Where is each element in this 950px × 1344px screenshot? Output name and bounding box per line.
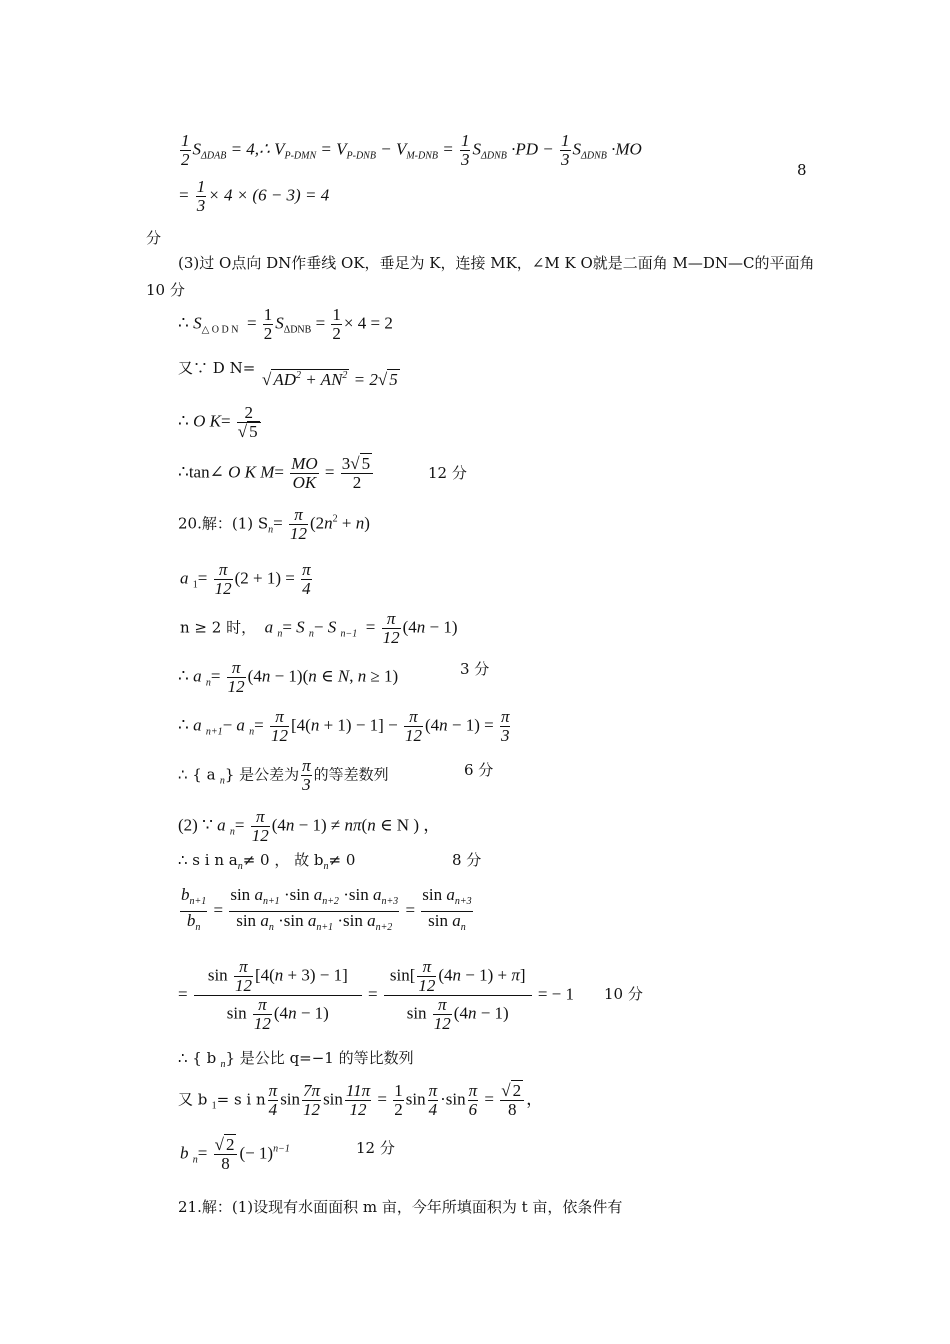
- score-label: 8 分: [452, 851, 482, 869]
- score-label: 分: [146, 229, 162, 247]
- formula-volume-line1: $\frac{1}{2}$ $S_{\Delta DAB}$ = 4,∴ $V_{P-DMN} = V_{P-DNB} - V_{M-DNB}$ = $\frac{1}{3}$ $S_{\Delta DNB} \cdot PD$ − $\frac{1}{3}$ $S_{\Delta DNB} \cdot MO$: [181, 131, 642, 169]
- q20-sn: 20.解：(1) $S_n=$ $\frac{\pi}{12}$ $(2n^2 + n)$: [178, 505, 370, 543]
- score-label: 10 分: [604, 985, 643, 1003]
- paragraph-part3: (3)过 O点向 DN作垂线 OK，垂足为 K，连接 MK，∠M K O就是二面角 M—DN—C的平面角: [178, 254, 815, 272]
- formula-a1: a $_1$= $\frac{\pi}{12}$ (2 + 1) = $\frac{\pi}{4}$: [180, 560, 311, 598]
- ap-conclusion: ∴ { a $_n$} 是公差为 $\frac{\pi}{3}$ 的等差数列: [178, 756, 389, 794]
- formula-an: ∴ a $_n$= $\frac{\pi}{12}$ (4n − 1)(n ∈ N, n ≥ 1): [178, 658, 399, 696]
- score-label: 10 分: [146, 281, 185, 299]
- score-label: 6 分: [464, 761, 494, 779]
- ratio-line1: $\frac{b_{n+1}}{b_n}$ = $\frac{\sin a_{n+1} \cdot\sin a_{n+2} \cdot\sin a_{n+3}}{\sin a_n \cdot\sin a_{n+1} \cdot\sin a_{n+2}}$ = $\frac{\sin a_{n+3}}{\sin a_n}$: [181, 885, 472, 933]
- gp-conclusion: ∴ { b $_n$} 是公比 q=−1 的等比数列: [178, 1049, 414, 1070]
- b1-value: 又 b $_1$= s i n $\frac{\pi}{4}$ sin $\frac{7\pi}{12}$ sin $\frac{11\pi}{12}$ = $\frac{1}{2}$ sin $\frac{\pi}{4}$ ·sin $\frac{\pi}{6}$ = $\frac{√ 2}{8}$ ，: [178, 1081, 544, 1119]
- formula-volume-line2: = $\frac{1}{3}$ × 4 × (6 − 3) = 4: [178, 177, 330, 215]
- formula-tan: ∴tan∠ O K M= $\frac{MO}{OK}$ = $\frac{3√ 5}{2}$: [178, 455, 375, 492]
- bn-formula: b $_n$= $\frac{√ 2}{8}$ (− 1)$^{n-1}$: [180, 1135, 290, 1173]
- formula-ok: ∴ O K= $\frac{2}{√ 5}$: [178, 404, 263, 441]
- formula-dn-value: √ $AD^2 + AN^2 = 2√$ 5: [262, 370, 398, 389]
- sin-nonzero: ∴ s i n $a_n\ne 0$ ， 故 $b_n\ne 0$: [178, 851, 356, 872]
- score-label: 8: [797, 161, 807, 179]
- q21-intro: 21.解：(1)设现有水面面积 m 亩，今年所填面积为 t 亩，依条件有: [178, 1198, 623, 1216]
- formula-an-general: n ≥ 2 时， a $_n$= S $_n$− S $_{n-1}$ = $\frac{\pi}{12}$ (4n − 1): [180, 609, 458, 647]
- part2-intro: (2) ∵ a $_n$= $\frac{\pi}{12}$ (4n − 1) ≠ nπ(n ∈ N ) ，: [178, 807, 441, 845]
- score-label: 3 分: [460, 660, 490, 678]
- formula-area-odn: ∴ $S_{\triangle O D N}$ = $\frac{1}{2}$ $S_{\Delta DNB}$ = $\frac{1}{2}$ × 4 = 2: [178, 305, 393, 343]
- ratio-line2: = sin $\frac{\pi}{12}$ [4(n + 3) − 1] sin $\frac{\pi}{12}$ (4n − 1) = sin[ $\frac{\pi}{12}$ (4n − 1) + π] sin $\frac{\pi}{12}$ (4n − 1) = − 1: [178, 957, 575, 1033]
- formula-diff: ∴ a $_{n+1}$− a $_n$= $\frac{\pi}{12}$ [4(n + 1) − 1] − $\frac{\pi}{12}$ (4n − 1) = $\frac{\pi}{3}$: [178, 707, 510, 745]
- formula-dn: 又∵ D N=: [178, 359, 256, 377]
- score-label: 12 分: [356, 1139, 395, 1157]
- score-label: 12 分: [428, 464, 467, 482]
